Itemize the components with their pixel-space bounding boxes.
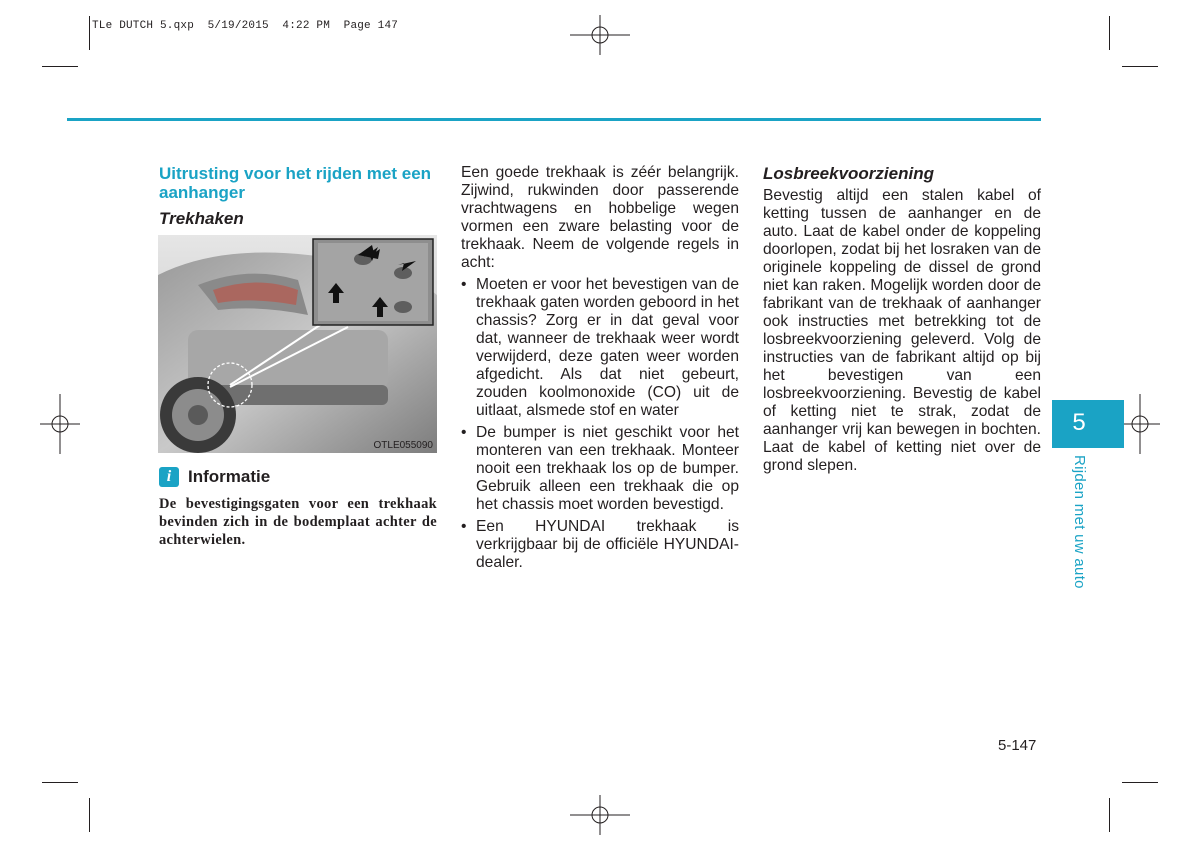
chapter-label: Rijden met uw auto [1071,455,1088,589]
crop-mark [1122,782,1158,783]
crop-mark [1122,66,1158,67]
bullet-icon: • [461,518,467,535]
crop-mark [89,798,90,832]
tow-hitch-figure [158,235,437,453]
list-item [461,424,739,514]
crop-mark [1109,798,1110,832]
list-item [461,276,739,420]
registration-mark-icon [570,15,630,55]
registration-mark-icon [570,795,630,835]
info-box-header [159,465,270,489]
header-rule [67,118,1041,121]
print-slug: TLe DUTCH 5.qxp 5/19/2015 4:22 PM Page 147 [92,20,399,32]
car-rear-illustration [158,235,437,453]
figure-code: OTLE055090 [373,440,433,451]
subsection-heading: Trekhaken [159,209,244,228]
registration-mark-icon [40,394,80,454]
list-item-text: Een HYUNDAI trekhaak is verkrijgbaar bij de officiële HYUNDAI-dealer. [476,518,739,571]
rules-list [461,276,739,572]
registration-mark-icon [1120,394,1160,454]
list-item-text: Moeten er voor het bevestigen van de trekhaak gaten worden geboord in het chassis? Zorg er in dat geval voor dat, wanneer de trekhaak weer wordt verwijderd, deze gaten weer worden afgedicht. Als dat niet gebeurt, zouden koolmonoxide (CO) uit de uitlaat, alsmede stof en water [476,276,739,419]
crop-mark [89,16,90,50]
middle-column [461,164,739,576]
page-number: 5-147 [998,737,1037,754]
crop-mark [42,782,78,783]
breakaway-heading: Losbreekvoorziening [763,164,934,183]
chapter-number: 5 [1072,409,1086,436]
section-heading: Uitrusting voor het rijden met een aanhanger [159,164,432,202]
bullet-icon: • [461,424,467,441]
right-column [763,187,1041,475]
intro-paragraph: Een goede trekhaak is zéér belangrijk. Zijwind, rukwinden door passerende vrachtwagens en hobbelige wegen vormen een zware belasting voor de trekhaak. Neem de volgende regels in acht: [461,164,739,271]
info-icon: i [159,467,179,487]
crop-mark [42,66,78,67]
bullet-icon: • [461,276,467,293]
list-item-text: De bumper is niet geschikt voor het monteren van een trekhaak. Monteer nooit een trekhaak los op de bumper. Gebruik alleen een trekhaak die op het chassis moet worden bevestigd. [476,424,739,513]
crop-mark [1109,16,1110,50]
info-label: Informatie [188,467,271,486]
breakaway-paragraph: Bevestig altijd een stalen kabel of ketting tussen de aanhanger en de auto. Laat de kabel onder de koppeling doorlopen, zodat bij het losraken van de originele koppeling de dissel de grond niet kan raken. Mogelijk worden door de fabrikant van de trekhaak of aanhanger ook instructies met betrekking tot de losbreekvoorziening geleverd. Volg de instructies van de fabrikant altijd op bij het bevestigen van een losbreekvoorziening. Bevestig de kabel of ketting niet te strak, zodat de aanhanger vrij kan bewegen in bochten. Laat de kabel of ketting niet over de grond slepen. [763,187,1041,474]
list-item [461,518,739,572]
info-text: De bevestigingsgaten voor een trekhaak bevinden zich in de bodemplaat achter de achterwielen. [159,496,437,548]
